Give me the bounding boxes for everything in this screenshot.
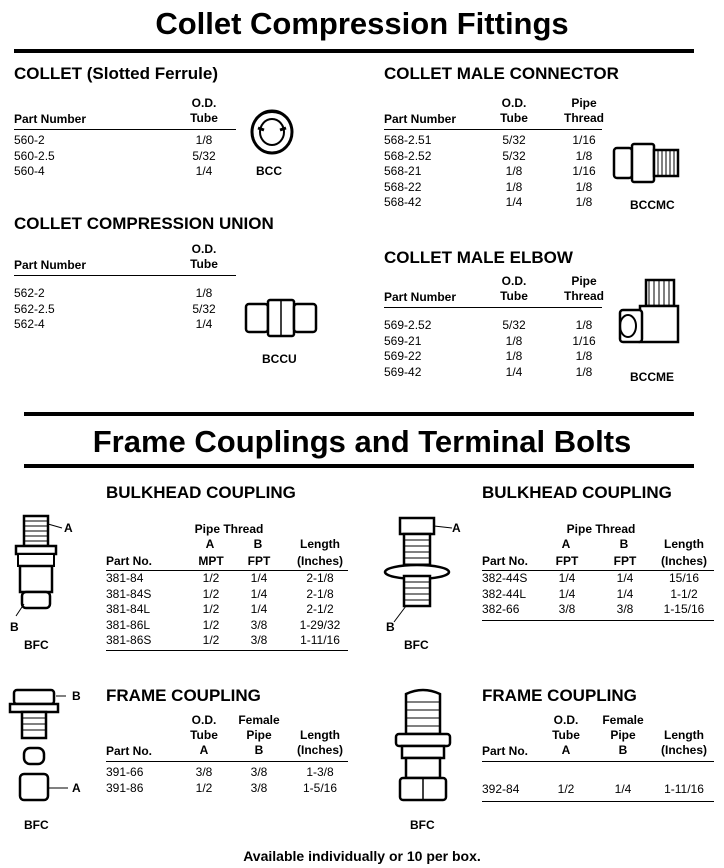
part-number-cell: 568-42 [384, 195, 422, 209]
value-cell: 1/4 [558, 571, 576, 585]
col-header-part: Part No. [106, 744, 153, 758]
bulkhead-coupling-icon [10, 512, 64, 620]
col-header-od: O.D. Tube [190, 242, 218, 271]
part-number-cell: 381-86S [106, 633, 152, 647]
col-header-od: O.D. Tube [190, 96, 218, 125]
table-bottom-rule [106, 650, 348, 651]
value-cell: 1-3/8 [306, 765, 334, 779]
part-number-cell: 562-4 [14, 317, 45, 331]
col-header-length: Length [664, 537, 704, 551]
title-rule [14, 49, 694, 53]
part-number-cell: 381-84S [106, 586, 152, 601]
part-number-cell: 569-21 [384, 333, 422, 348]
value-cell: 5/32 [502, 148, 526, 163]
footer-note: Available individually or 10 per box. [243, 848, 481, 864]
value-cell: 1-1/2 [670, 586, 698, 601]
value-cell: 1-29/32 [299, 617, 341, 632]
col-header-a: A [205, 537, 215, 551]
col-header-part: Part No. [482, 554, 529, 568]
col-header-part: Part No. [482, 744, 529, 758]
value-cell: 1/4 [250, 571, 268, 585]
value-cell: 2-1/2 [306, 602, 334, 616]
col-header-inches: (Inches) [660, 554, 707, 568]
part-number-cell: 391-66 [106, 765, 144, 779]
value-cell: 1/8 [505, 349, 523, 363]
mark-a: A [452, 521, 461, 535]
mark-b: B [10, 620, 19, 634]
part-number-cell: 391-86 [106, 780, 144, 795]
col-header-pipe-thread: Pipe Thread [563, 274, 604, 303]
union-fitting-icon [244, 296, 320, 340]
section-title-male-elbow: COLLET MALE ELBOW [384, 248, 573, 267]
col-header-part: Part No. [106, 554, 153, 568]
value-cell: 3/8 [558, 602, 576, 616]
frame-coupling-icon [392, 686, 454, 812]
col-header-part: Part Number [384, 112, 457, 126]
value-cell: 3/8 [616, 602, 634, 616]
part-number-cell: 560-2.5 [14, 148, 55, 163]
value-cell: 1/8 [575, 349, 593, 363]
figure-label-bfc: BFC [404, 638, 429, 652]
value-cell: 3/8 [195, 765, 213, 779]
value-cell: 1/8 [575, 364, 593, 379]
part-number-cell: 560-4 [14, 164, 45, 178]
col-header-pipe-thread: Pipe Thread [194, 522, 264, 536]
figure-label-bfc: BFC [24, 638, 49, 652]
col-header-part: Part Number [14, 258, 87, 272]
col-header-length: Length (Inches) [660, 728, 707, 757]
col-header-b: B [619, 537, 629, 551]
part-number-cell: 381-86L [106, 617, 151, 632]
section-title-frame-left: FRAME COUPLING [106, 686, 261, 705]
figure-label-bcc: BCC [256, 164, 282, 178]
value-cell: 3/8 [250, 617, 268, 632]
frame-coupling-icon [6, 686, 66, 810]
part-number-cell: 569-2.52 [384, 318, 432, 332]
figure-label-bccme: BCCME [630, 370, 674, 384]
figure-label-bccu: BCCU [262, 352, 297, 366]
part-number-cell: 560-2 [14, 133, 45, 147]
figure-label-bccmc: BCCMC [630, 198, 675, 212]
col-header-part: Part Number [14, 112, 87, 126]
header-rule [106, 761, 348, 762]
value-cell: 1/8 [575, 195, 593, 209]
section-rule-bottom [24, 464, 694, 468]
col-header-fpt: FPT [247, 554, 271, 568]
section-title-bulkhead-right: BULKHEAD COUPLING [482, 483, 672, 502]
col-header-female-pipe-b: Female Pipe B [238, 713, 280, 757]
header-rule [384, 307, 602, 308]
value-cell: 15/16 [668, 571, 700, 585]
col-header-od-tube-a: O.D. Tube A [552, 713, 580, 757]
section-title: Frame Couplings and Terminal Bolts [92, 424, 632, 459]
value-cell: 1/8 [575, 179, 593, 194]
value-cell: 1/8 [505, 333, 523, 348]
value-cell: 1/8 [575, 148, 593, 163]
part-number-cell: 382-44L [482, 586, 527, 601]
value-cell: 1/4 [505, 195, 523, 209]
header-rule [384, 129, 602, 130]
mark-b: B [72, 689, 81, 703]
figure-label-bfc: BFC [24, 818, 49, 832]
collet-ferrule-icon [250, 108, 296, 156]
value-cell: 1-5/16 [302, 780, 338, 795]
part-number-cell: 562-2 [14, 286, 45, 300]
value-cell: 1/2 [202, 586, 220, 601]
mark-a: A [64, 521, 73, 535]
part-number-cell: 568-22 [384, 179, 422, 194]
part-number-cell: 569-42 [384, 364, 422, 379]
part-number-cell: 568-2.51 [384, 133, 432, 147]
value-cell: 1/2 [202, 571, 220, 585]
part-number-cell: 569-22 [384, 349, 422, 363]
col-header-mpt: MPT [198, 554, 224, 568]
page-title: Collet Compression Fittings [155, 6, 569, 41]
part-number-cell: 381-84 [106, 571, 144, 585]
section-title-union: COLLET COMPRESSION UNION [14, 214, 274, 233]
col-header-female-pipe-b: Female Pipe B [602, 713, 644, 757]
col-header-b: B [253, 537, 263, 551]
value-cell: 1/4 [250, 586, 268, 601]
value-cell: 1/2 [202, 633, 220, 647]
value-cell: 1/4 [614, 782, 632, 796]
value-cell: 3/8 [250, 633, 268, 647]
section-title-collet: COLLET (Slotted Ferrule) [14, 64, 218, 83]
mark-b: B [386, 620, 395, 634]
value-cell: 1/4 [195, 164, 213, 178]
value-cell: 2-1/8 [306, 586, 334, 601]
value-cell: 5/32 [192, 301, 216, 316]
value-cell: 1/4 [505, 364, 523, 379]
table-bottom-rule [482, 620, 714, 621]
header-rule [14, 275, 236, 276]
value-cell: 1/4 [558, 586, 576, 601]
part-number-cell: 382-44S [482, 571, 528, 585]
section-rule-top [24, 412, 694, 416]
value-cell: 1/8 [505, 164, 523, 178]
bulkhead-coupling-icon [380, 514, 456, 632]
value-cell: 5/32 [502, 318, 526, 332]
part-number-cell: 562-2.5 [14, 301, 55, 316]
male-elbow-icon [616, 276, 686, 360]
value-cell: 1/16 [572, 164, 596, 178]
value-cell: 1/4 [616, 571, 634, 585]
value-cell: 1-11/16 [664, 782, 704, 796]
value-cell: 1/4 [250, 602, 268, 616]
part-number-cell: 568-21 [384, 164, 422, 178]
value-cell: 1-11/16 [300, 633, 340, 647]
value-cell: 1/8 [505, 179, 523, 194]
col-header-length: Length [300, 537, 340, 551]
value-cell: 1/8 [195, 286, 213, 300]
section-title-bulkhead-left: BULKHEAD COUPLING [106, 483, 296, 502]
figure-label-bfc: BFC [410, 818, 435, 832]
col-header-part: Part Number [384, 290, 457, 304]
male-connector-icon [612, 140, 682, 186]
header-rule [14, 129, 236, 130]
value-cell: 1/8 [575, 318, 593, 332]
value-cell: 1/4 [616, 586, 634, 601]
value-cell: 1/2 [195, 780, 213, 795]
col-header-od: O.D. Tube [500, 274, 528, 303]
header-rule [482, 761, 714, 762]
value-cell: 1/16 [572, 333, 596, 348]
col-header-length: Length (Inches) [296, 728, 343, 757]
col-header-pipe-thread: Pipe Thread [566, 522, 636, 536]
part-number-cell: 392-84 [482, 782, 520, 796]
section-title-male-connector: COLLET MALE CONNECTOR [384, 64, 619, 83]
mark-a: A [72, 781, 81, 795]
section-title-frame-right: FRAME COUPLING [482, 686, 637, 705]
value-cell: 3/8 [250, 780, 268, 795]
value-cell: 1/2 [202, 617, 220, 632]
value-cell: 3/8 [250, 765, 268, 779]
value-cell: 1/2 [202, 602, 220, 616]
value-cell: 1-15/16 [663, 602, 705, 616]
value-cell: 2-1/8 [306, 571, 334, 585]
col-header-fpt: FPT [613, 554, 637, 568]
part-number-cell: 381-84L [106, 602, 151, 616]
value-cell: 5/32 [192, 148, 216, 163]
value-cell: 1/4 [195, 317, 213, 331]
part-number-cell: 382-66 [482, 602, 520, 616]
col-header-od: O.D. Tube [500, 96, 528, 125]
table-bottom-rule [482, 801, 714, 802]
value-cell: 1/2 [557, 782, 575, 796]
col-header-inches: (Inches) [296, 554, 343, 568]
col-header-pipe-thread: Pipe Thread [563, 96, 604, 125]
col-header-a: A [561, 537, 571, 551]
value-cell: 1/16 [572, 133, 596, 147]
part-number-cell: 568-2.52 [384, 148, 432, 163]
col-header-fpt: FPT [555, 554, 579, 568]
col-header-od-tube-a: O.D. Tube A [190, 713, 218, 757]
value-cell: 5/32 [502, 133, 526, 147]
value-cell: 1/8 [195, 133, 213, 147]
